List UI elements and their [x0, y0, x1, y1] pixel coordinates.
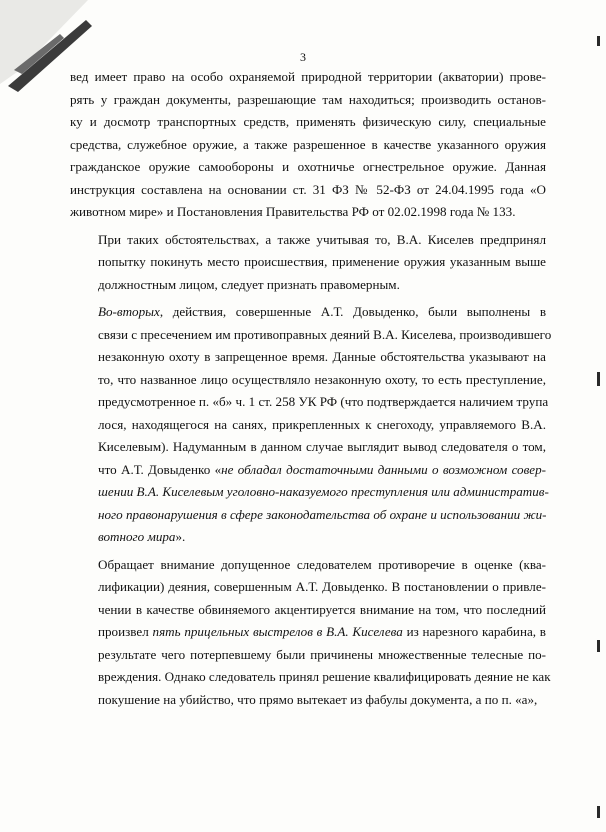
text-line [70, 621, 546, 644]
text-run: что А.Т. Довыденко « [98, 461, 222, 477]
text-run: покушение на убийство, что прямо вытекает из фабулы документа, а по п. «а», [98, 691, 538, 707]
text-run: результате чего потерпевшему были причинены множественные телесные по- [98, 646, 546, 662]
text-line [70, 274, 546, 297]
scan-artifact-edge [597, 640, 600, 652]
text-line [70, 576, 546, 599]
paragraph [70, 66, 546, 224]
text-line [70, 599, 546, 622]
text-run: гражданское оружие самообороны и охотничье огнестрельное оружие. Данная [70, 159, 546, 174]
text-line [70, 391, 549, 414]
text-run: При таких обстоятельствах, а также учитывая то, В.А. Киселев предпринял [98, 231, 546, 247]
text-line [70, 134, 546, 157]
text-run: ку и досмотр транспортных средств, применять физическую силу, специальные [70, 114, 546, 129]
text-line [70, 229, 546, 252]
italic-text: Во-вторых [98, 304, 160, 319]
text-line [70, 251, 546, 274]
page-number: 3 [300, 50, 306, 64]
italic-text: ного правонарушения в сфере законодательства об охране и использовании жи- [98, 506, 547, 522]
paragraph [70, 229, 546, 297]
text-run: вреждения. Однако следователь принял решение квалифицировать деяние не как [98, 669, 551, 684]
text-run: произвел [98, 624, 153, 639]
italic-text: шении В.А. Киселевым уголовно-наказуемого преступления или административ- [98, 484, 549, 499]
text-run: предусмотренное п. «б» ч. 1 ст. 258 УК РФ (что подтверждается наличием трупа [98, 394, 549, 409]
text-run: инструкция составлена на основании ст. 31 ФЗ № 52-ФЗ от 24.04.1995 года «О [70, 181, 546, 197]
text-line [70, 459, 546, 482]
text-run: из нарезного карабина, в [402, 624, 546, 639]
text-run: должностным лицом, следует признать правомерным. [98, 276, 400, 292]
scan-artifact-edge [597, 372, 600, 386]
text-line [70, 436, 546, 459]
italic-text: пять прицельных выстрелов в В.А. Киселева [152, 624, 403, 639]
text-line [70, 301, 546, 324]
text-run: Обращает внимание допущенное следователем противоречие в оценке (ква- [98, 556, 546, 572]
text-line [70, 346, 546, 369]
paragraph [70, 554, 551, 712]
text-run: вед имеет право на особо охраняемой природной территории (акватории) прове- [70, 69, 546, 84]
text-run: животном мире» и Постановления Правительства РФ от 02.02.1998 года № 133. [70, 204, 516, 219]
paragraph [70, 301, 552, 549]
text-run: ». [175, 529, 186, 544]
scan-artifact-edge [597, 36, 600, 46]
text-run: Киселевым). Надуманным в данном случае выглядит вывод следователя о том, [98, 439, 546, 454]
text-line [70, 481, 549, 504]
text-run: лификации) деяния, совершенным А.Т. Довыденко. В постановлении о привле- [98, 579, 546, 594]
text-run: лося, находящегося на санях, прикрепленных к снегоходу, управляемого В.А. [98, 416, 546, 432]
text-line [70, 666, 551, 689]
text-line [70, 689, 546, 712]
text-line [70, 201, 546, 224]
text-line [70, 554, 546, 577]
italic-text: вотного мира [98, 529, 176, 544]
text-line [70, 414, 546, 437]
text-line [70, 324, 552, 347]
text-run: незаконную охоту в запрещенное время. Данные обстоятельства указывают на [98, 349, 546, 364]
document-body [70, 66, 552, 711]
text-run: рять у граждан документы, разрешающие там находиться; производить останов- [70, 91, 546, 107]
text-run: средства, служебное оружие, а также разрешенное в качестве указанного оружия [70, 136, 546, 152]
text-line [70, 644, 546, 667]
italic-text: не обладал достаточными данными о возможном совер- [221, 461, 547, 477]
text-run: то, что названное лицо осуществляло незаконную охоту, то есть преступление, [98, 371, 546, 387]
text-line [70, 111, 546, 134]
text-run: связи с пресечением им противоправных деяний В.А. Киселева, производившего [98, 326, 552, 342]
text-run: , действия, совершенные А.Т. Довыденко, были выполнены в [159, 304, 546, 319]
text-line [70, 179, 546, 202]
text-line [70, 156, 546, 179]
text-run: попытку покинуть место происшествия, применение оружия указанным выше [98, 254, 546, 269]
scan-artifact-edge [597, 806, 600, 818]
text-line [70, 89, 546, 112]
text-line [70, 66, 546, 89]
text-line [70, 526, 546, 549]
text-line [70, 504, 546, 527]
text-run: чении в качестве обвиняемого акцентируется внимание на том, что последний [98, 601, 546, 617]
text-line [70, 369, 546, 392]
